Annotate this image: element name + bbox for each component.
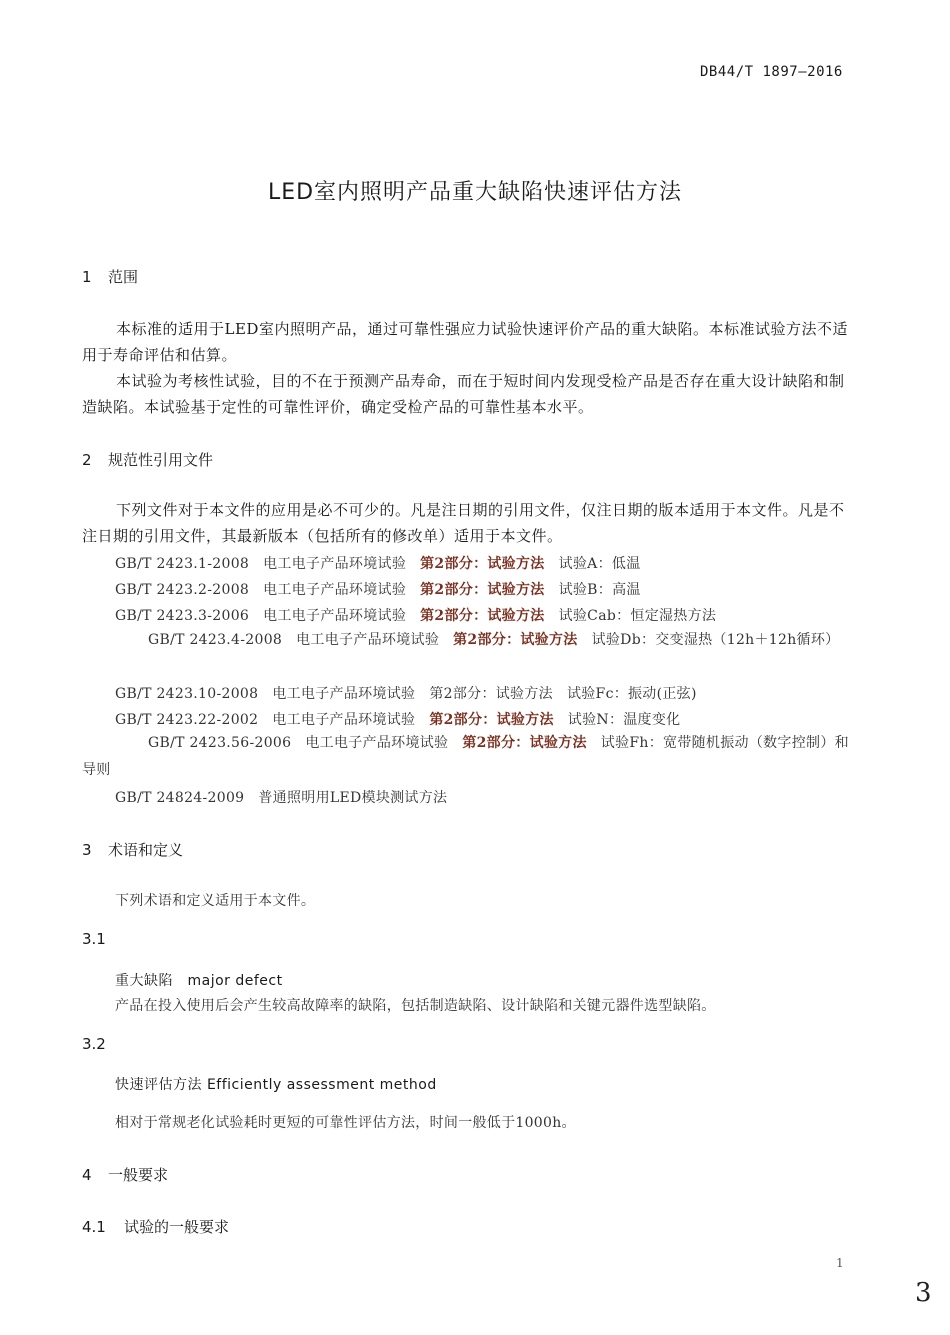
reference-code: GB/T 2423.22-2002 [115, 712, 259, 728]
section-number: 3 [82, 841, 92, 859]
reference-part: 第2部分：试验方法 [429, 712, 554, 728]
reference-title: 电工电子产品环境试验 [272, 712, 416, 728]
reference-item [115, 579, 641, 599]
reference-test: 试验Cab：恒定湿热方法 [558, 608, 717, 624]
reference-part: 第2部分：试验方法 [429, 686, 553, 702]
reference-code: GB/T 2423.10-2008 [115, 686, 259, 702]
document-title: LED室内照明产品重大缺陷快速评估方法 [267, 180, 683, 205]
definition-efficient-assessment: 相对于常规老化试验耗时更短的可靠性评估方法，时间一般低于1000h。 [115, 1115, 576, 1131]
section-number: 1 [82, 268, 92, 286]
scope-paragraph-1: 本标准的适用于LED室内照明产品，通过可靠性强应力试验快速评价产品的重大缺陷。本标准试验方法不适用于寿命评估和估算。 [82, 320, 848, 364]
clause-3-2-number: 3.2 [82, 1035, 106, 1053]
section-number: 4 [82, 1166, 92, 1184]
reference-item [115, 683, 697, 703]
reference-title: 电工电子产品环境试验 [305, 735, 449, 751]
reference-test: 试验Fc：振动(正弦) [566, 686, 697, 702]
references-intro: 下列文件对于本文件的应用是必不可少的。凡是注日期的引用文件，仅注日期的版本适用于本文件。凡是不注日期的引用文件，其最新版本（包括所有的修改单）适用于本文件。 [82, 501, 845, 545]
term-major-defect: 重大缺陷 major defect [115, 973, 283, 989]
definition-major-defect: 产品在投入使用后会产生较高故障率的缺陷，包括制造缺陷、设计缺陷和关键元器件选型缺陷。 [115, 998, 716, 1014]
reference-title: 电工电子产品环境试验 [296, 632, 440, 648]
reference-code: GB/T 2423.3-2006 [115, 608, 250, 624]
reference-title: 电工电子产品环境试验 [263, 608, 407, 624]
page-number: 1 [836, 1256, 844, 1270]
scan-sheet-number: 3 [915, 1278, 932, 1308]
scope-paragraph-2: 本试验为考核性试验，目的不在于预测产品寿命，而在于短时间内发现受检产品是否存在重大设计缺陷和制造缺陷。本试验基于定性的可靠性评价，确定受检产品的可靠性基本水平。 [82, 372, 845, 416]
reference-part: 第2部分：试验方法 [462, 735, 587, 751]
section-3-heading [82, 839, 183, 860]
section-number: 2 [82, 451, 92, 469]
reference-item [115, 605, 716, 625]
reference-title: 电工电子产品环境试验 [272, 686, 416, 702]
reference-item [82, 730, 852, 784]
section-title: 范围 [108, 268, 139, 286]
reference-part: 第2部分：试验方法 [420, 556, 545, 572]
reference-item [115, 709, 680, 729]
section-title: 术语和定义 [108, 841, 184, 859]
section-4-heading [82, 1164, 168, 1185]
section-title: 一般要求 [108, 1166, 169, 1184]
reference-title: 电工电子产品环境试验 [263, 582, 407, 598]
reference-code: GB/T 2423.1-2008 [115, 556, 250, 572]
section-title: 规范性引用文件 [108, 451, 214, 469]
reference-test: 试验Db：交变湿热（12h＋12h循环） [591, 632, 840, 648]
clause-title: 试验的一般要求 [124, 1218, 230, 1236]
reference-part: 第2部分：试验方法 [420, 608, 545, 624]
reference-title: 普通照明用LED模块测试方法 [258, 790, 448, 806]
reference-code: GB/T 2423.2-2008 [115, 582, 250, 598]
reference-code: GB/T 24824-2009 [115, 790, 245, 806]
reference-item [115, 553, 641, 573]
reference-part: 第2部分：试验方法 [420, 582, 545, 598]
reference-item [115, 787, 461, 807]
reference-title: 电工电子产品环境试验 [263, 556, 407, 572]
reference-code: GB/T 2423.4-2008 [148, 632, 283, 648]
reference-code: GB/T 2423.56-2006 [148, 735, 292, 751]
terms-intro: 下列术语和定义适用于本文件。 [115, 893, 316, 909]
reference-item [82, 627, 852, 654]
term-efficient-assessment: 快速评估方法 Efficiently assessment method [115, 1077, 437, 1093]
reference-test: 试验A：低温 [558, 556, 641, 572]
reference-part: 第2部分：试验方法 [453, 632, 578, 648]
clause-3-1-number: 3.1 [82, 930, 106, 948]
clause-number: 4.1 [82, 1218, 106, 1236]
section-1-heading [82, 266, 138, 287]
reference-test: 试验B：高温 [558, 582, 641, 598]
section-2-heading [82, 449, 213, 470]
reference-test: 试验Fh：宽带随机振动（数字控制）和导则 [82, 735, 849, 778]
document-code: DB44/T 1897—2016 [700, 64, 843, 80]
reference-test: 试验N：温度变化 [567, 712, 681, 728]
clause-4-1-heading [82, 1216, 229, 1237]
